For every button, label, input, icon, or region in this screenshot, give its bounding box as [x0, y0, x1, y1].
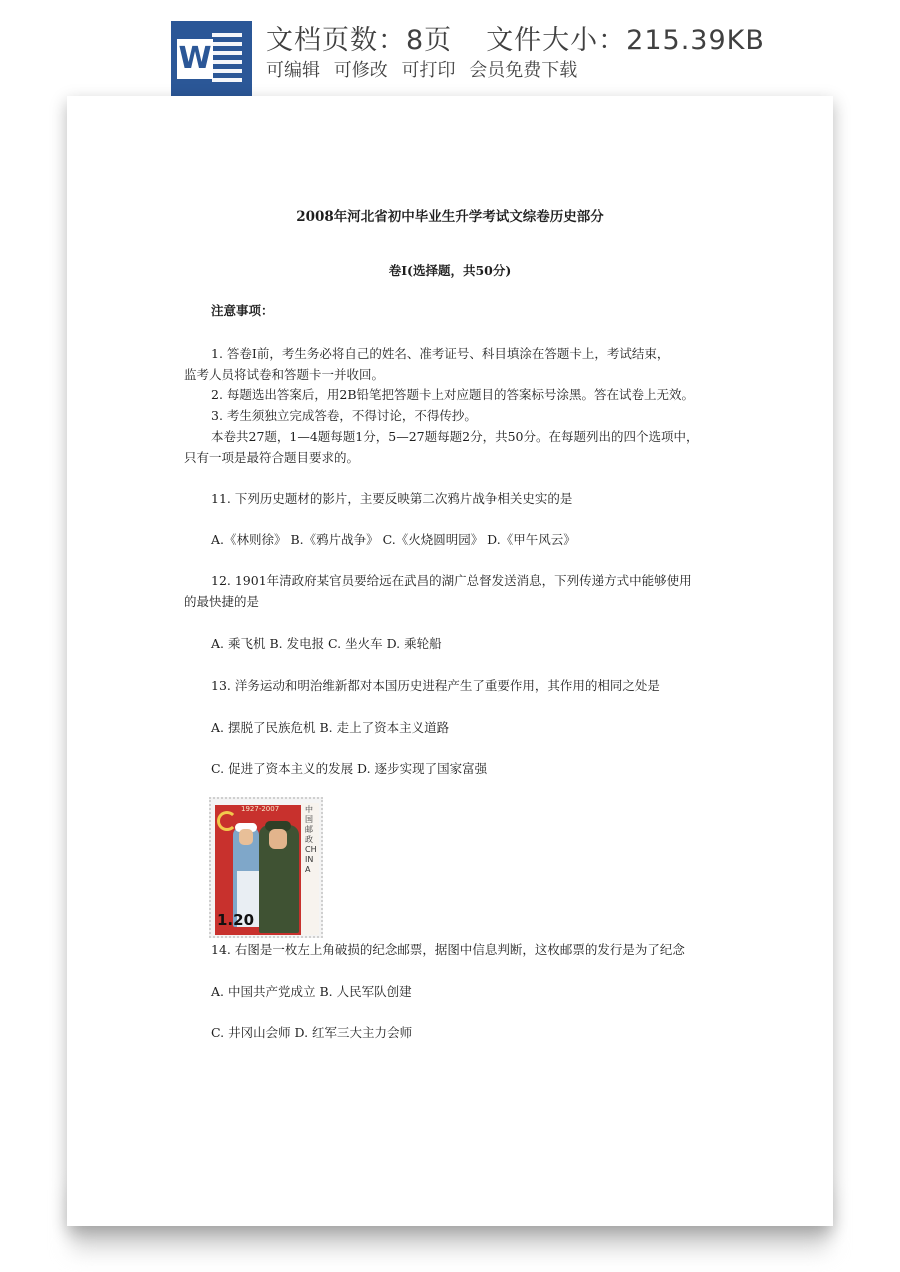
question-13-options-2: C. 促进了资本主义的发展 D. 逐步实现了国家富强 — [211, 761, 488, 776]
question-11: 11. 下列历史题材的影片，主要反映第二次鸦片战争相关史实的是 — [211, 491, 573, 506]
file-info-title — [266, 18, 765, 57]
question-14: 14. 右图是一枚左上角破损的纪念邮票，据图中信息判断，这枚邮票的发行是为了纪念 — [211, 942, 685, 957]
question-14-options-1: A. 中国共产党成立 B. 人民军队创建 — [211, 984, 412, 999]
page-count: 文档页数：8页 — [266, 25, 453, 56]
question-12-line-1: 12. 1901年清政府某官员要给远在武昌的湖广总督发送消息，下列传递方式中能够使用 — [211, 573, 692, 588]
notice-item-1-line-2: 监考人员将试卷和答题卡一并收回。 — [184, 367, 385, 382]
notice-item-1-line-1: 1. 答卷Ⅰ前，考生务必将自己的姓名、准考证号、科目填涂在答题卡上，考试结束， — [211, 346, 670, 361]
tag-printable: 可打印 — [401, 60, 456, 81]
notice-item-2: 2. 每题选出答案后，用2B铅笔把答题卡上对应题目的答案标号涂黑。答在试卷上无效。 — [211, 387, 695, 402]
question-14-options-2: C. 井冈山会师 D. 红军三大主力会师 — [211, 1025, 413, 1040]
document-page — [67, 96, 833, 1226]
word-letter-icon: W — [177, 39, 213, 79]
party-emblem-icon — [217, 811, 237, 831]
tag-editable: 可编辑 — [266, 60, 320, 81]
question-12-options: A. 乘飞机 B. 发电报 C. 坐火车 D. 乘轮船 — [211, 636, 442, 651]
stamp-face-value: 1.20 — [217, 911, 255, 929]
text-lines-decoration — [212, 33, 242, 87]
notice-item-3: 3. 考生须独立完成答卷，不得讨论，不得传抄。 — [211, 408, 477, 423]
question-11-options: A.《林则徐》 B.《鸦片战争》 C.《火烧圆明园》 D.《甲午风云》 — [211, 532, 576, 547]
tag-modifiable: 可修改 — [333, 60, 388, 81]
notice-heading: 注意事项： — [211, 303, 274, 318]
intro-line-1: 本卷共27题，1—4题每题1分，5—27题每题2分，共50分。在每题列出的四个选项中， — [211, 429, 699, 444]
stamp-country-label: 中国邮政CHINA — [305, 805, 317, 874]
intro-line-2: 只有一项是最符合题目要求的。 — [184, 450, 360, 465]
word-document-icon — [171, 21, 252, 96]
tag-member-download: 会员免费下载 — [469, 60, 578, 81]
commemorative-stamp-image — [209, 797, 323, 938]
document-title: 2008年河北省初中毕业生升学考试文综卷历史部分 — [296, 209, 604, 225]
question-13: 13. 洋务运动和明治维新都对本国历史进程产生了重要作用，其作用的相同之处是 — [211, 678, 660, 693]
feature-tags — [266, 56, 585, 82]
header-banner — [0, 0, 900, 96]
file-size: 文件大小：215.39KB — [486, 25, 765, 56]
question-12-line-2: 的最快捷的是 — [184, 594, 260, 609]
stamp-years: 1927-2007 — [241, 805, 280, 813]
sailor-face — [239, 829, 253, 845]
section-heading: 卷Ⅰ(选择题，共50分) — [388, 263, 512, 278]
question-13-options-1: A. 摆脱了民族危机 B. 走上了资本主义道路 — [211, 720, 450, 735]
soldier-face — [269, 829, 287, 849]
